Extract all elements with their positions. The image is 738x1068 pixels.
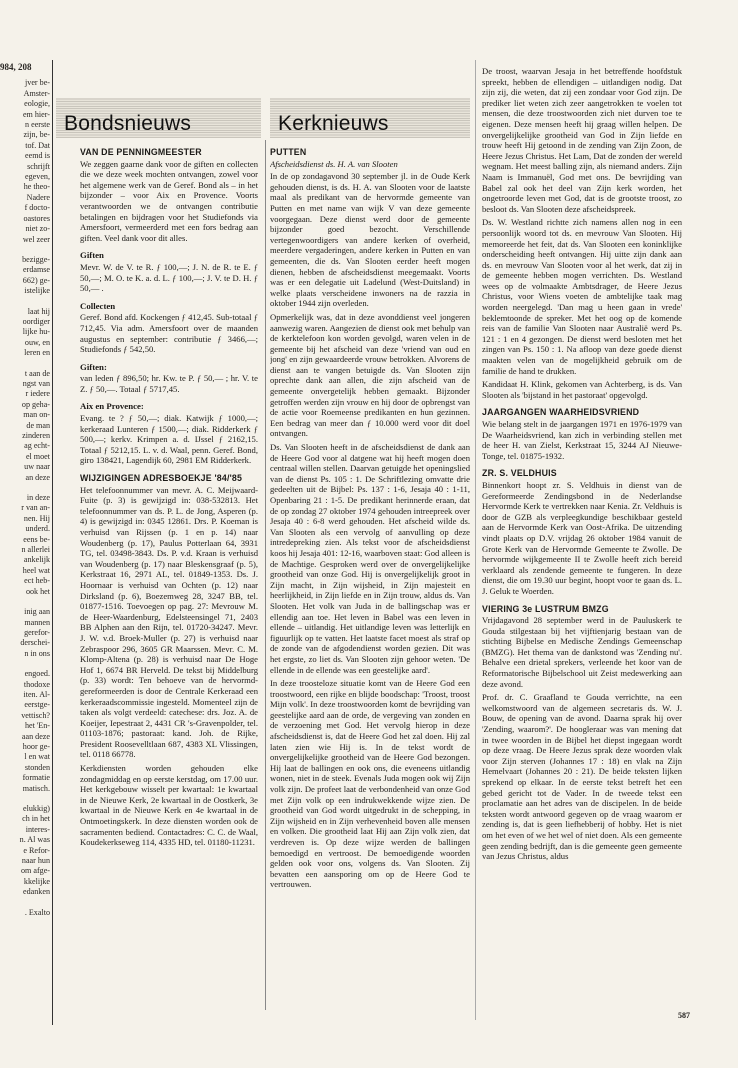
previous-page-line: aan deze [21,731,50,741]
previous-page-line: in deze [26,493,50,503]
article-paragraph: van leden ƒ 896,50; hr. Kw. te P. ƒ 50,— ; hr. V. te Z. ƒ 50,—. Totaal ƒ 5717,45. [80,373,258,394]
previous-page-line: man on- [23,410,50,420]
previous-page-line: an deze [25,472,50,482]
kerknieuws-banner [270,98,470,138]
previous-page-column [0,62,50,1022]
previous-page-line: em hier- [22,109,50,119]
subheading: Giften [80,250,104,261]
previous-page-line: interes- [25,824,50,834]
previous-page-line: uw naar [24,462,50,472]
previous-page-line: oastores [23,213,50,223]
previous-page-line: r iedere [25,389,50,399]
column-rule-right [475,60,476,1020]
previous-page-line: schrijft [27,161,50,171]
previous-page-line: mannen [24,617,50,627]
fragment-gap [0,659,50,669]
subheading: Giften: [80,361,107,372]
previous-page-line: leren en [24,348,50,358]
previous-page-line: om afge- [21,866,50,876]
article-paragraph: Ds. W. Westland richtte zich namens allen nog in een persoonlijk woord tot ds. en mevrouw Van Slooten. Hij memoreerde het feit, dat ds. Van Slooten een koninklijke onderscheiding heeft ontvangen. Hij uitte zijn dank aan ds. en mevrouw Van Slooten voor al het werk, dat zij in de gemeente hebben mogen verrichten. Ds. Westland wees op de volmaakte Ambtsdrager, de Heere Jezus Christus, voor Wiens voeten de ambtelijke taak mag worden neergelegd. 'Dan mag u heen gaan in vrede' beklemtoonde de spreker. Met het oog op de komende reis van de familie Van Slooten naar Australië werd Ps. 121 : 1 en 4 gezongen. De dienst werd besloten met het zingen van Ps. 150 : 1. Na afloop van deze goede dienst maakten velen van de mogelijkheid gebruik om de familie de hand te drukken. [482,217,682,376]
previous-page-line: oordiger [22,316,50,326]
column-rule-left [265,140,266,1010]
previous-page-line: de man [26,420,50,430]
article-paragraph: We zeggen gaarne dank voor de giften en collecten die we deze week mochten ontvangen, zowel voor het algemene werk van de Geref. Bond als – in het bijzonder – voor Aix en Provence. Voorts verantwoorden we de ontvangen contributie betalingen en bijdragen voor het Studiefonds via Amersfoort, vermeerderd met een fors bedrag aan giften. Veel dank voor dit alles. [80,158,258,243]
previous-page-line: ag echt- [24,441,50,451]
previous-page-line: bezigge- [22,254,50,264]
previous-page-line: jver be- [25,78,50,88]
article-heading: PUTTEN [270,147,307,157]
previous-page-line: eologie, [24,99,50,109]
bondsnieuws-heading: Bondsnieuws [64,112,192,135]
gutter-rule [52,60,53,1025]
previous-page-line: l en wat [24,752,50,762]
previous-page-line: eemd is [25,151,50,161]
article-paragraph: Opmerkelijk was, dat in deze avonddienst veel jongeren aanwezig waren. Aangezien de dienst ook met behulp van de kerktelefoon kon worden gevolgd, waren velen in de gemeente bij het afscheid van deze 'vriend van oud en jong' en zijn gewaardeerde vrouw betrokken. Alvorens de dienst aan te vangen betuigde ds. Van Slooten zijn oprechte dank aan allen, die zijn afscheid van de gemeente onvergetelijk hebben gemaakt. Bijzonder getroffen werden zijn vrouw en hij door de opbrengst van de actie voor Roemeense predikanten en hun gezinnen. Een bedrag van meer dan ƒ 10.000 werd voor dit doel ontvangen. [270,311,470,439]
article-paragraph: Kerkdiensten worden gehouden elke zondagmiddag en op eerste kerstdag, om 17.00 uur. Het kerkgebouw wisselt per kwartaal: 1e kwartaal in de Nieuwe Kerk, 2e kwartaal in de Oostkerk, 3e kwartaal in de Nieuwe Kerk en 4e kwartaal in de Ontmoetingskerk. In deze diensten worden ook de sacramenten bediend. Contactadres: C. C. de Waal, Koudekerkseweg 114, 4335 HD, tel. 01180-11231. [80,763,258,848]
kerknieuws-heading: Kerknieuws [278,112,389,135]
fragment-gap [0,245,50,255]
subheading: Collecten [80,300,116,311]
right-column [482,66,682,1016]
previous-page-line: n. Al was [19,835,50,845]
article-heading: WIJZIGINGEN ADRESBOEKJE '84/'85 [80,473,243,484]
previous-page-line: op geha- [21,399,50,409]
previous-page-line: wel zeer [22,234,50,244]
previous-page-line: edanken [23,887,50,897]
previous-page-line: zinderen [22,431,50,440]
bondsnieuws-column [80,140,258,1020]
previous-page-line: f docto- [24,203,50,213]
previous-page-line: Nadere [26,192,50,202]
previous-page-line: engoed. [24,669,50,679]
fragment-gap [0,597,50,607]
previous-page-line: el moet [25,451,50,461]
previous-page-line: he theo- [23,182,50,192]
previous-page-line: vettisch? [21,710,50,720]
article-heading: VAN DE PENNINGMEESTER [80,147,202,157]
article-paragraph: Prof. dr. C. Graafland te Gouda verrichtte, na een welkomstwoord van de algemeen secretaris ds. W. J. Bouw, de opening van de avond. Daarna sprak hij over 'Zending, waarom?'. De hoogleraar was van mening dat in twee woorden in de Bijbel het diepst ingegaan wordt op deze vraag. De Heere Jezus sprak deze woorden vlak voor Zijn sterven (Johannes 17 : 18) en vlak na Zijn Hemelvaart (Johannes 20 : 21). De beide teksten lijken sprekend op elkaar. In de eerste tekst betreft het een gebed gericht tot de Vader. In de tweede tekst een proclamatie aan het adres van de discipelen. In de beide teksten wordt antwoord gegeven op de vraag waarom er zending is, dat is geen liefhebberij of hobby. Het is niet om het even of we het wel of niet doen. Als een gemeente geen zending bedrijft, dan is die gemeente geen gemeente van Jezus Christus, aldus [482,692,682,862]
article-paragraph: Evang. te ? ƒ 50,—; diak. Katwijk ƒ 1000,—; kerkeraad Lunteren ƒ 1500,—; diak. Ridderkerk ƒ 500,—; kerkv. Krimpen a. d. IJssel ƒ 2162,15. Totaal ƒ 5212,15. L. v. d. Waal, penn. Geref. Bond, giro 138421, Lagendijk 60, 2981 EM Ridderkerk. [80,413,258,466]
previous-page-line: Amster- [23,88,50,98]
previous-page-line: istelijke [24,286,50,296]
fragment-gap [0,483,50,493]
article-paragraph: Kandidaat H. Klink, gekomen van Achterberg, is ds. Van Slooten als 'bijstand in het pastoraat' opgevolgd. [482,379,682,400]
fragment-gap [0,898,50,908]
previous-page-line: matisch. [22,783,50,793]
previous-page-line: ect heb- [24,576,50,586]
previous-page-line: n allerlei [21,545,50,555]
previous-page-line: ook het [25,586,50,596]
previous-page-fragments [0,78,50,918]
previous-page-line: eens be- [23,534,50,544]
fragment-gap [0,794,50,804]
previous-page-line: thodoxe [23,679,50,689]
bondsnieuws-banner [56,98,261,138]
previous-page-line: inig aan [24,607,50,617]
subheading: Aix en Provence: [80,401,144,412]
article-paragraph: In deze troosteloze situatie komt van de Heere God een troostwoord, een rijke en blijde boodschap: 'Troost, troost Mijn volk'. In deze troostwoorden komt de bevrijding van geestelijke aard aan de orde, de vergeving van zonden en de verzoening met God. Het vervolg hierop in deze afscheidsdienst is, dat de Heere God het zal doen. Hij zal laten zien wie Hij is. In de tekst wordt de onvergelijkelijke grootheid van de Heere God bezongen. Hij laat de ballingen en ook ons, die eveneens uitlandig wonen, niet in de steek. Evenals Juda mogen ook wij Zijn volk zijn. De profeet laat de verbondenheid van onze God met Zijn volk op een indrukwekkende wijze zien. De grootheid van God wordt uitgedrukt in de schepping, in Zijn wijsheid en in Zijn verhevenheid boven alle mensen en volken. Die grootheid laat Hij aan Zijn volk zien, dat verdreven is. Op deze wijze werden de ballingen bemoedigd en vertroost. De bemoedigende woorden gelden ook voor ons, volgens ds. Van Slooten. Zij bevatten een aansporing om op de Heere God te vertrouwen. [270,678,470,890]
previous-page-line: . Exalto [24,907,50,917]
previous-page-line: ouw, en [24,337,50,347]
previous-page-line: eerstge- [24,700,50,710]
previous-page-line: zijn, be- [23,130,50,140]
previous-page-line: derschei- [20,638,50,648]
previous-page-line: elukkig) [23,804,50,813]
previous-page-line: e Refor- [23,845,50,855]
article-heading: JAARGANGEN WAARHEIDSVRIEND [482,407,640,418]
previous-page-line: gerefor- [24,627,50,637]
article-heading: VIERING 3e LUSTRUM BMZG [482,603,609,614]
article-paragraph: Ds. Van Slooten heeft in de afscheidsdienst de dank aan de Heere God voor al datgene wat hij heeft mogen doen centraal willen stellen. Daarvan getuigde het openingslied van de dienst Ps. 105 : 1. De Schriftlezing omvatte drie gedeelten uit de Bijbel: Ps. 137 : 1-6, Jesaja 40 : 1-11, Openbaring 21 : 1-5. De predikant herinnerde eraan, dat de op zondag 27 oktober 1974 gehouden intreepreek over Jesaja 40 : 6-8 werd gehouden. Het afscheid wilde ds. Van Slooten als een vervolg of aanvulling op deze intredepreking zien. Als tekst voor de afscheidsdienst koos hij Jesaja 401: 12-16, waarboven staat: God alleen is de Machtige. Gesproken werd over de onvergelijkelijke grootheid van onze God. Hij is onvergelijkelijk groot in Zijn macht, in Zijn wijsheid, in Zijn majesteit en heerlijkheid, in Zijn liefde en in Zijn trouw, aldus ds. Van Slooten. Het volk van Juda in de ballingschap was er ellendig aan toe. Het leven in Babel was een leven in ellende – uitlandig. Het uitlandige leven was letterlijk en figuurlijk op te vatten. Het laatste facet moest als straf op de zonde van de afgodendienst worden gezien. Dit was het ergste, zo liet ds. Van Slooten zijn gehoor weten. 'De ellende in de ellende was een geestelijke aard'. [270,442,470,675]
previous-page-line: lijke hu- [22,327,50,337]
article-paragraph: Binnenkort hoopt zr. S. Veldhuis in dienst van de Gereformeerde Zendingsbond in de Nederlandse Hervormde Kerk te vertrekken naar Kenia. Zr. Veldhuis is door de GZB als verpleegkundige beschikbaar gesteld aan de Hervormde Kerk van Oost-Afrika. De uitzending vindt plaats op D.V. vrijdag 26 oktober 1984 vanuit de Grote Kerk van de Hervormde Gemeente te Zwolle. De hervormde wijkgemeente II te Zwolle heeft zich bereid verklaard als zendende gemeente te fungeren. In deze dienst, die om 19.30 uur begint, hoopt voor te gaan ds. L. J. Geluk te Woerden. [482,479,682,596]
previous-page-line: erdamse [23,265,50,275]
previous-page-line: ngst van [22,378,50,388]
article-paragraph: De troost, waarvan Jesaja in het betreffende hoofdstuk spreekt, hebben de ellendigen – uitlandigen nodig. Dat zijn zij, die weten, dat zij een zondaar voor God zijn. De prediker liet weten zich zeer aangetrokken te voelen tot mensen, die deze troostwoorden zich niet durven toe te eigenen. Deze mensen heeft hij graag willen helpen. De onvergelijkelijke grootheid van God in Zijn liefde en trouw heeft Hij getoond in de zending van Zijn Zoon, de Heere Jezus Christus. Het Lam, Dat de zonden der wereld wegnam. Het meest balling zijn, als niemand anders. Zijn Naam is Immanuël, God met ons. De bevrijding van Babel zal ook het deel van Zijn kerk worden, het ongetroorde leven met God, dat is de grootste troost, zo besloot ds. Van Slooten deze afscheidspreek. [482,66,682,214]
page-number: 587 [678,1011,690,1020]
previous-page-line: stonden [24,762,50,772]
article-paragraph: Vrijdagavond 28 september werd in de Pauluskerk te Gouda stilgestaan bij het vijftienjarig bestaan van de stichting Bijbelse en Medische Zendings Gemeenschap (BMZG). Het thema van de dankstond was 'Zending nu'. Behalve een drietal sprekers, verleende het koor van de Reformatorische Bijbelschool uit Zeist medewerking aan deze avond. [482,615,682,689]
previous-page-line: n eerste [25,120,50,130]
previous-page-line: niet zo- [25,224,50,234]
previous-page-line: r van an- [21,503,50,513]
previous-page-line: nen. Hij [23,513,50,523]
previous-page-line: het 'En- [24,721,50,731]
article-heading: ZR. S. VELDHUIS [482,468,557,479]
previous-page-line: t aan de [24,368,50,378]
fragment-gap [0,297,50,307]
previous-page-line: 662) ge- [22,275,50,285]
previous-page-line: underd. [25,524,50,534]
previous-page-line: tof. Dat [25,140,50,150]
article-paragraph: Wie belang stelt in de jaargangen 1971 en 1976-1979 van De Waarheidsvriend, kan zich in verbinding stellen met de heer H. van Zielst, Kerkstraat 15, 3244 AJ Nieuwe-Tonge, tel. 01875-1932. [482,419,682,461]
previous-page-line: kkelijke [23,876,50,886]
previous-page-line: laat hij [27,306,50,316]
previous-page-line: iten. Al- [23,689,50,699]
previous-page-line: n in ons [24,648,50,658]
previous-page-line: formatie [22,773,50,783]
previous-page-line: ch in het [22,814,50,824]
article-paragraph: Mevr. W. de V. te R. ƒ 100,—; J. N. de R. te E. ƒ 50,—; M. O. te K. a. d. L. ƒ 100,—; J. V. te D. H. ƒ 50,— . [80,261,258,294]
kerknieuws-column [270,140,470,1020]
article-subtitle: Afscheidsdienst ds. H. A. van Slooten [270,158,398,169]
previous-page-line: naar hun [21,856,50,866]
previous-page-number: 984, 208 [0,62,32,72]
previous-page-line: heel wat [22,565,50,575]
fragment-gap [0,359,50,369]
previous-page-line: ankelijk [23,555,50,565]
article-paragraph: In de op zondagavond 30 september jl. in de Oude Kerk gehouden dienst, is ds. H. A. van Slooten voor de laatste maal als predikant van de hervormde gemeente van Putten en met name van wijk V van deze gemeente voorgegaan. Deze dienst werd door de gemeente bijzonder goed bezocht. Verschillende vertegenwoordigers van andere kerken of overheid, meerdere vergaderingen, andere kerken in Putten en van gemeenten, die ds. Van Slooten eerder heeft mogen dienen, hebben de afscheidsdienst meegemaakt. Voorts was er een delegatie uit Ladelund (West-Duitsland) in welke plaats verscheidene inwoners na de razzia in oktober 1944 zijn overleden. [270,171,470,309]
article-paragraph: Geref. Bond afd. Kockengen ƒ 412,45. Sub-totaal ƒ 712,45. Via adm. Amersfoort over de maanden augustus en september: contributie ƒ 3466,—; Studiefonds ƒ 542,50. [80,312,258,355]
article-paragraph: Het telefoonnummer van mevr. A. C. Meijwaard-Fuite (p. 3) is gewijzigd in: 038-532813. Het telefoonnummer van ds. P. L. de Jong, Asperen (p. 4) is gewijzigd in: 0345 12861. Drs. P. Koeman is verhuisd van Rijssen (p. 1 en p. 14) naar Woudenberg (p. 17), Paulus Potterlaan 64, 3931 TG, tel. 03498-3843. Ds. P. v.d. Kraan is verhuisd van Woudenberg (p. 17) naar Bleskensgraaf (p. 5), Kerkstraat 16, 2971 AL, tel. 01849-1353. Ds. J. Hoornaar is verhuisd van Ochten (p. 12) naar Dirksland (p. 6), Boezemweg 28, 3247 BB, tel. 01877-1516. Toevoegen op pag. 27: Mevrouw M. de Heer-Waardenburg, Edelsteensingel 71, 2403 BB Alphen aan den Rijn, tel. 01720-34247. Mevr. J. W. v.d. Broek-Muller (p. 27) is verhuisd naar Zebraspoor 296, 3605 GR Maarssen. Mevr. C. M. Klomp-Altena (p. 28) is verhuisd naar De Hoge Hof 1, 6674 BR Herveld. De tekst bij Middelburg (p. 33) wordt: Ten behoeve van de hervormd-gereformeerden is door de Centrale Kerkeraad een kerkeraadscommissie ingesteld. Momenteel zijn de taken als volgt verdeeld: catechese: drs. Joz. A. de Koeijer, Iepestraat 2, 4431 CR 's-Gravenpolder, tel. 01103-1876; pastoraat: kand. Joh. de Rijke, President Roosevelltlaan 687, 4383 XL Vlissingen, tel. 0118 66778. [80,484,258,760]
previous-page-line: hoor ge- [22,741,50,751]
previous-page-line: egeven, [25,172,50,182]
